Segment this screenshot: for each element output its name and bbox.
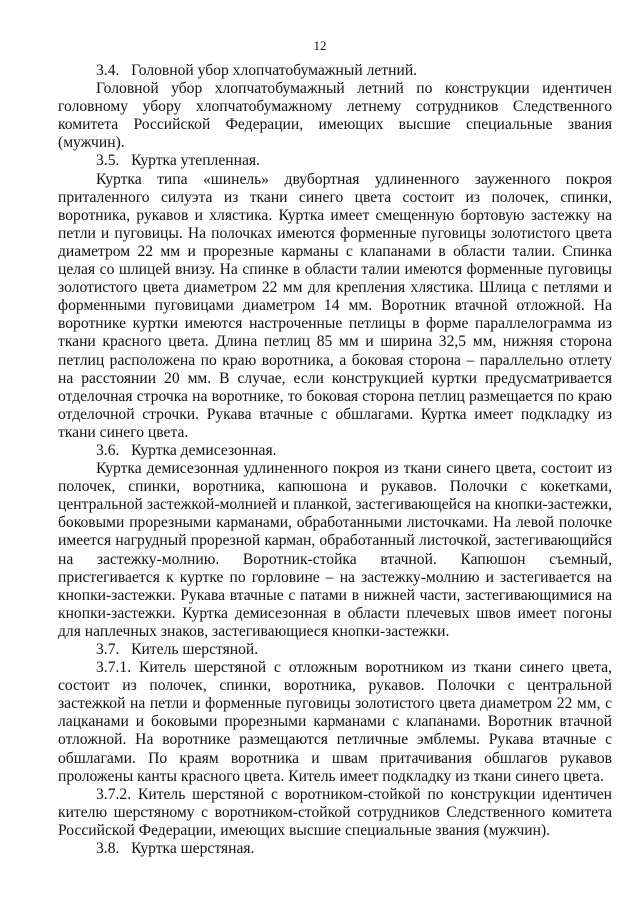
section-heading: 3.7. Китель шерстяной.	[96, 641, 259, 658]
page-number: 12	[313, 38, 327, 53]
paragraph: Куртка типа «шинель» двубортная удлиненного зауженного покроя приталенного силуэта из ткани синего цвета состоит из полочек, спинки, воротника, рукавов и хлястика. Куртка имеет смещенную бортовую застежку на петли и пуговицы. На полочках имеются форменные пуговицы золотистого цвета диаметром 22 мм и прорезные карманы с клапанами в области талии. Спинка целая со шлицей внизу. На спинке в области талии имеются форменные пуговицы золотистого цвета диаметром 22 мм для крепления хлястика. Шлица с петлями и форменными пуговицами диаметром 14 мм. Воротник втачной отложной. На воротнике куртки имеются настроченные петлицы в форме параллелограмма из ткани красного цвета. Длина петлиц 85 мм и ширина 32,5 мм, нижняя сторона петлиц расположена по краю воротника, а боковая сторона – параллельно отлету на расстоянии 20 мм. В случае, если конструкцией куртки предусматривается отделочная строчка на воротнике, то боковая сторона петлиц размещается по краю отделочной строчки. Рукава втачные с обшлагами. Куртка имеет подкладку из ткани синего цвета.	[58, 170, 612, 441]
section-heading: 3.6. Куртка демисезонная.	[96, 441, 277, 459]
section-heading: 3.4. Головной убор хлопчатобумажный летний.	[96, 62, 418, 79]
section-heading: 3.8. Куртка шерстяная.	[96, 840, 255, 858]
document-body	[58, 62, 612, 858]
paragraph: Куртка демисезонная удлиненного покроя из ткани синего цвета, состоит из полочек, спинки, воротника, капюшона и рукавов. Полочки с кокетками, центральной застежкой-молнией и планкой, застегивающейся на кнопки-застежки, боковыми прорезными карманами, обработанными листочками. На левой полочке имеется нагрудный прорезной карман, обработанный листочкой, застегивающийся на застежку-молнию. Воротник-стойка втачной. Капюшон съемный, пристегивается к куртке по горловине – на застежку-молнию и застегивается на кнопки-застежки. Рукава втачные с патами в нижней части, застегивающимися на кнопки-застежки. Куртка демисезонная в области плечевых швов имеет погоны для наплечных знаков, застегивающиеся кнопки-застежки.	[58, 460, 612, 640]
section-heading: 3.5. Куртка утепленная.	[96, 152, 260, 170]
paragraph: Головной убор хлопчатобумажный летний по конструкции идентичен головному убору хлопчатобумажному летнему сотрудников Следственного комитета Российской Федерации, имеющих высшие специальные звания (мужчин).	[58, 80, 612, 152]
paragraph: 3.7.1. Китель шерстяной с отложным воротником из ткани синего цвета, состоит из полочек, спинки, воротника, рукавов. Полочки с центральной застежкой на петли и форменные пуговицы золотистого цвета диаметром 22 мм, с лацканами и боковыми прорезными карманами с клапанами. Воротник втачной отложной. На воротнике размещаются петличные эмблемы. Рукава втачные с обшлагами. По краям воротника и швам притачивания обшлагов рукавов проложены канты красного цвета. Китель имеет подкладку из ткани синего цвета.	[58, 659, 612, 785]
paragraph: 3.7.2. Китель шерстяной с воротником-стойкой по конструкции идентичен кителю шерстяному с воротником-стойкой сотрудников Следственного комитета Российской Федерации, имеющих высшие специальные звания (мужчин).	[58, 785, 612, 839]
